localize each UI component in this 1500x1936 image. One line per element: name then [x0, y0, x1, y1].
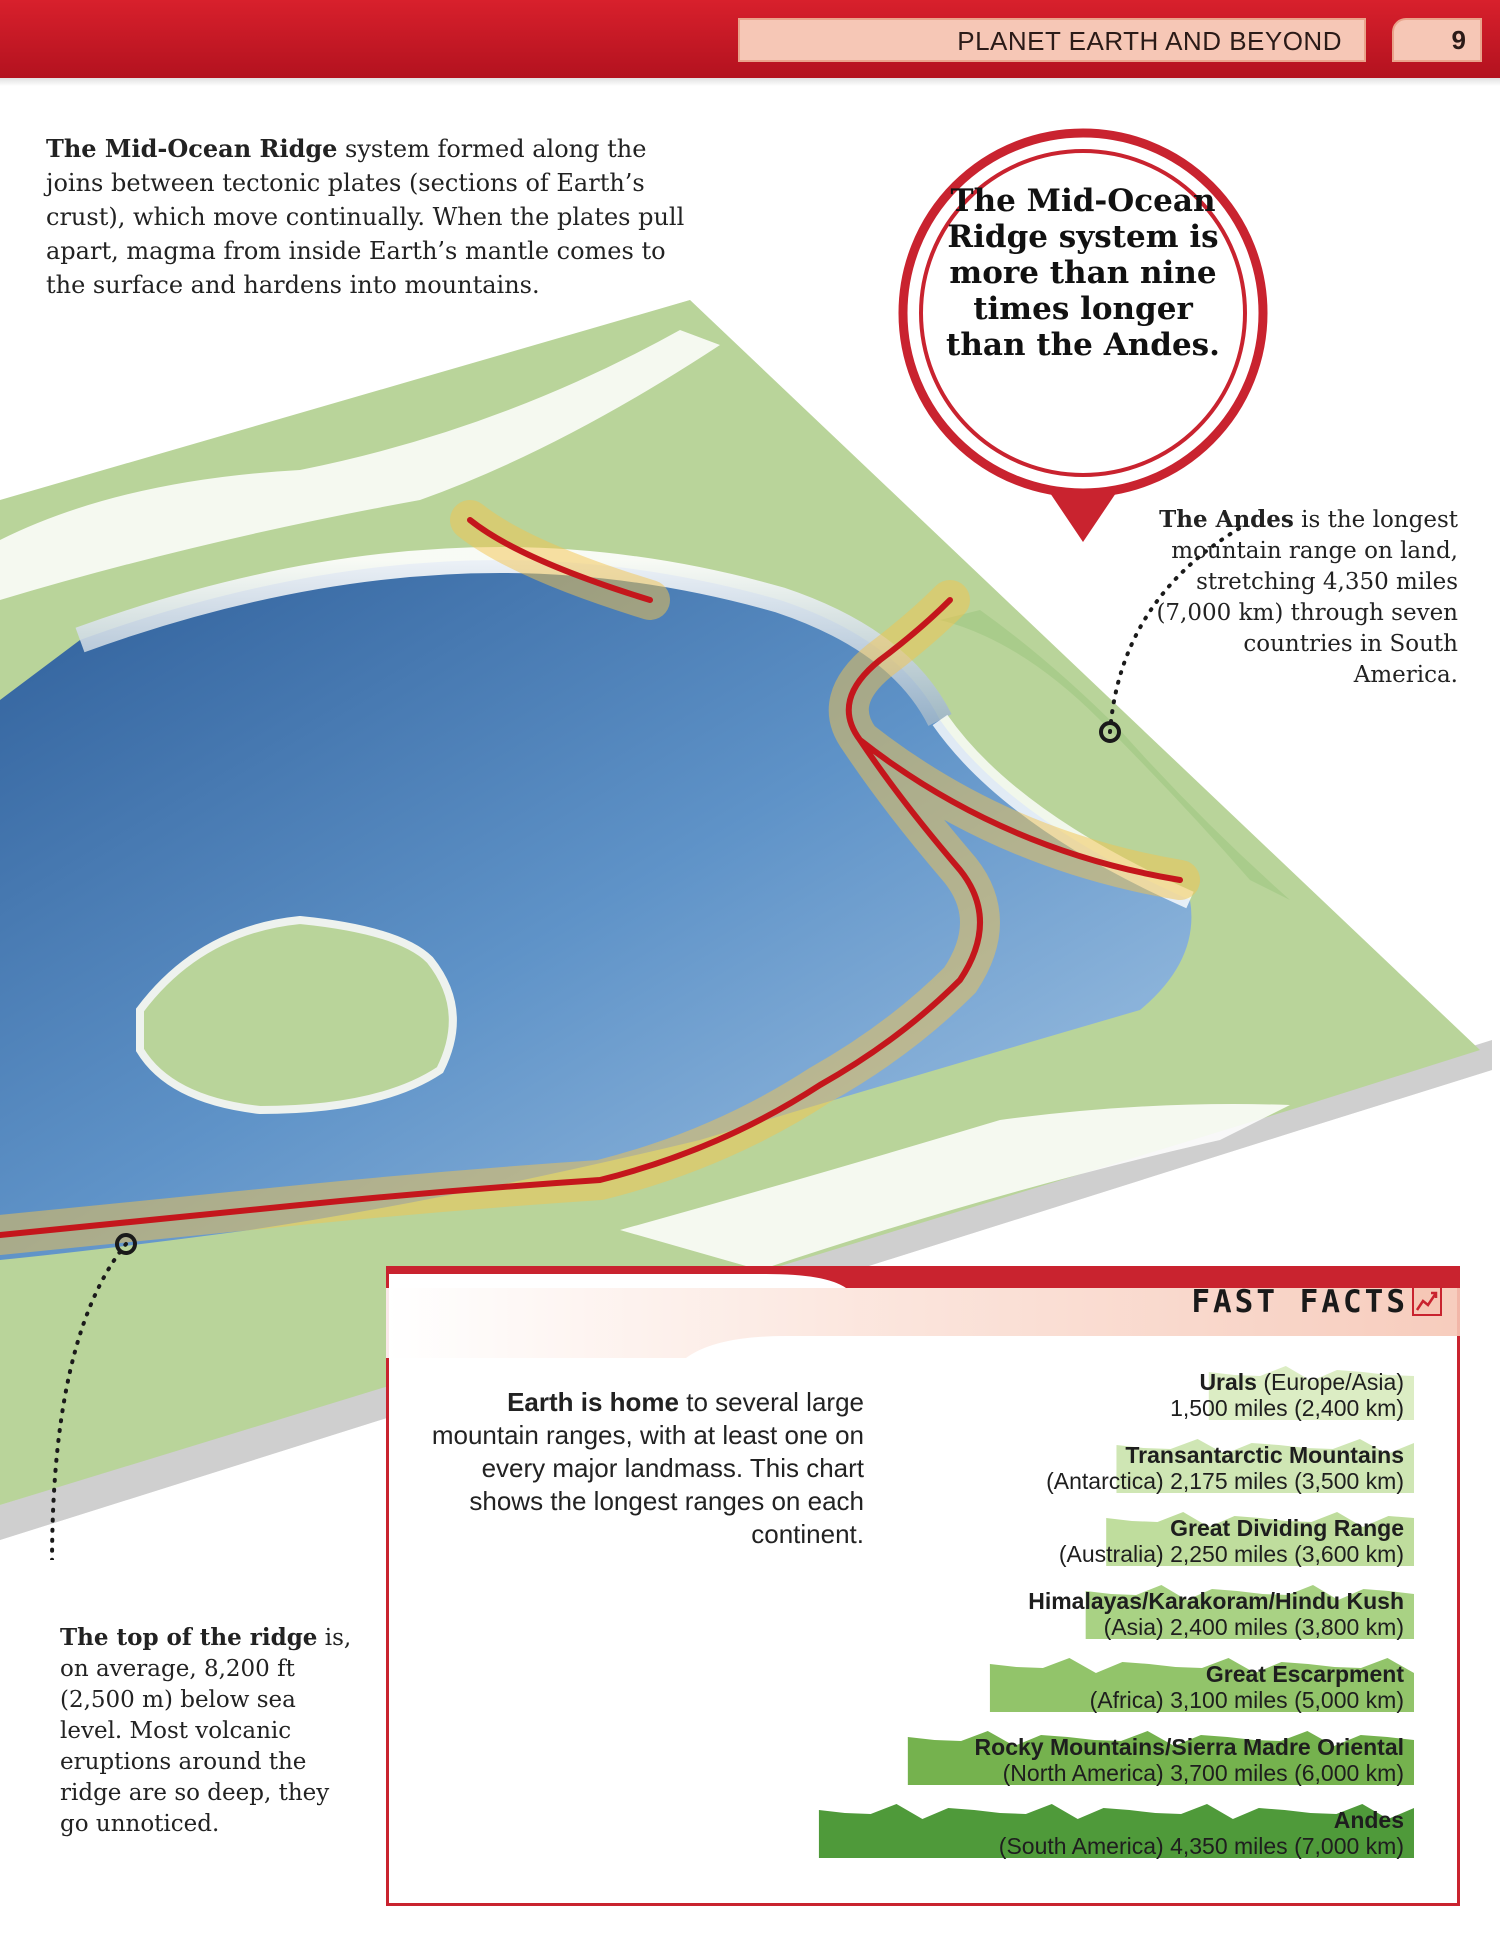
fast-facts-title: FAST FACTS — [1191, 1284, 1408, 1320]
andes-annotation — [1140, 504, 1458, 691]
range-bar-group — [990, 1658, 1414, 1713]
ridge-annotation — [60, 1622, 360, 1840]
ridge-lead: The top of the ridge — [60, 1624, 318, 1651]
mountain-ranges-chart — [410, 1350, 1420, 1880]
page-number-tab — [1392, 18, 1482, 62]
range-value-label: (Africa) 3,100 miles (5,000 km) — [1089, 1687, 1404, 1713]
intro-body: system formed along the joins between tectonic plates (sections of Earth’s crust), which move continually. When the plates pull apart, magma from inside Earth’s mantle comes to the surface and hardens into mountains. — [46, 135, 685, 299]
range-bar-group — [908, 1731, 1414, 1786]
section-tab — [738, 18, 1366, 62]
range-name-label: Transantarctic Mountains — [1125, 1442, 1404, 1468]
range-value-label: (South America) 4,350 miles (7,000 km) — [998, 1833, 1404, 1859]
range-name-label: Great Dividing Range — [1170, 1515, 1404, 1541]
range-name-label: Rocky Mountains/Sierra Madre Oriental — [974, 1734, 1404, 1760]
range-value-label: (Asia) 2,400 miles (3,800 km) — [1103, 1614, 1404, 1640]
range-bar-group — [1170, 1366, 1414, 1421]
page-number: 9 — [1451, 25, 1466, 55]
range-name-label: Andes — [1333, 1807, 1404, 1833]
range-name-label: Himalayas/Karakoram/Hindu Kush — [1028, 1588, 1404, 1614]
range-value-label: (North America) 3,700 miles (6,000 km) — [1002, 1760, 1404, 1786]
range-name-label: Urals (Europe/Asia) — [1199, 1369, 1404, 1395]
intro-paragraph — [46, 132, 686, 302]
range-value-label: (Antarctica) 2,175 miles (3,500 km) — [1046, 1468, 1404, 1494]
fast-facts-lead: Earth is home — [507, 1387, 680, 1417]
range-bar-group — [819, 1804, 1414, 1859]
fast-facts-body: to several large mountain ranges, with at least one on every major landmass. This chart shows the longest ranges on each continent. — [431, 1387, 864, 1549]
andes-body: is the longest mountain range on land, stretching 4,350 miles (7,000 km) through seven countries in South America. — [1156, 507, 1458, 688]
intro-lead: The Mid-Ocean Ridge — [46, 134, 338, 163]
bar-chart-icon — [1412, 1286, 1442, 1316]
range-name-label: Great Escarpment — [1205, 1661, 1404, 1687]
section-label: PLANET EARTH AND BEYOND — [957, 26, 1342, 56]
andes-lead: The Andes — [1159, 506, 1294, 533]
range-bar-group — [1046, 1439, 1414, 1494]
callout-text: The Mid-Ocean Ridge system is more than nine times longer than the Andes. — [946, 183, 1220, 363]
range-value-label: 1,500 miles (2,400 km) — [1170, 1395, 1404, 1421]
ridge-body: is, on average, 8,200 ft (2,500 m) below sea level. Most volcanic eruptions around the ridge are so deep, they go unnoticed. — [60, 1625, 352, 1837]
range-bar-group — [1059, 1512, 1414, 1567]
range-value-label: (Australia) 2,250 miles (3,600 km) — [1058, 1541, 1404, 1567]
range-bar-group — [1028, 1585, 1414, 1640]
